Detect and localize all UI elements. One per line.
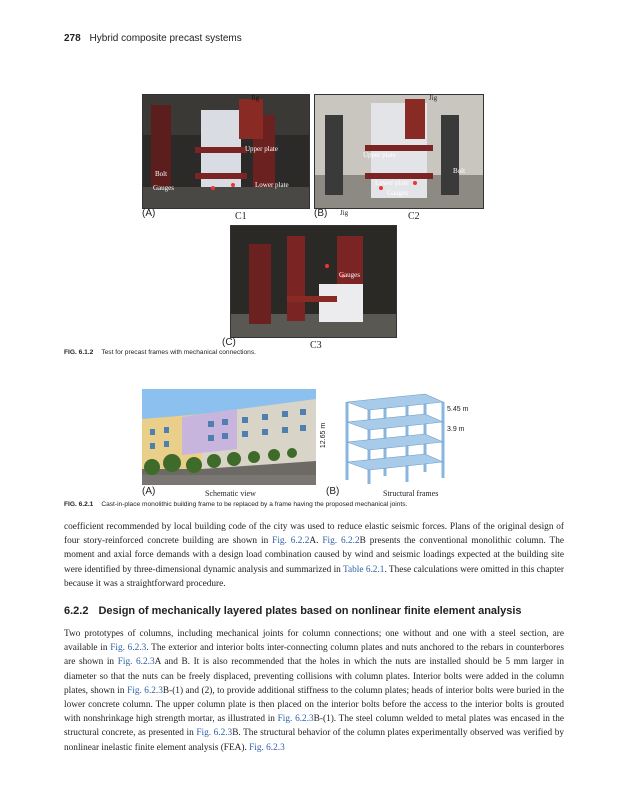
label-upper-plate-b: Upper plate xyxy=(363,151,396,159)
panel-c-code: C3 xyxy=(310,340,322,351)
p2-text-2: . The exterior and interior bolts inter-connecting column plates and nuts anchored to the rebars in counterbores are shown in xyxy=(64,643,564,668)
caption-label-1: FIG. 6.1.2 xyxy=(64,349,94,356)
ref-fig-6-2-3-1[interactable]: Fig. 6.2.3 xyxy=(110,643,147,654)
structural-frames-image xyxy=(320,388,480,486)
caption-label-2: FIG. 6.2.1 xyxy=(64,501,94,508)
fig2-panel-a-title: Schematic view xyxy=(205,489,256,498)
section-title: Design of mechanically layered plates based on nonlinear finite element analysis xyxy=(98,605,522,617)
figure-6-2-1-caption xyxy=(64,501,407,508)
dim-bay1: 5.45 m xyxy=(447,406,469,413)
dim-bay2: 3.9 m xyxy=(447,426,465,433)
label-lower-plate: Lower plate xyxy=(255,181,289,189)
panel-a-letter: (A) xyxy=(142,208,156,219)
p2-text-1: Two prototypes of columns, including mechanical joints for column connections; one without and one with a steel section, are available in xyxy=(64,629,564,654)
ref-fig-6-2-2-b[interactable]: Fig. 6.2.2 xyxy=(322,536,360,547)
photo-panel-b xyxy=(314,94,484,209)
ref-fig-6-2-3-4[interactable]: Fig. 6.2.3 xyxy=(277,714,314,725)
caption-text-2: Cast-in-place monolithic building frame to be replaced by a frame having the proposed mechanical joints. xyxy=(101,501,408,508)
p1-text-3: B presents the conventional monolithic column. The moment and axial force demands with a design load combination caused by wind and seismic loadings expected at the building site were identified by three-dimensional dynamic analysis and summarized in xyxy=(64,536,564,575)
panel-b-code: C2 xyxy=(408,211,420,222)
section-number: 6.2.2 xyxy=(64,605,89,617)
running-title: Hybrid composite precast systems xyxy=(89,33,242,44)
paragraph-1 xyxy=(64,520,564,591)
p1-text-1: coefficient recommended by local building code of the city was used to reduce elastic seismic forces. Plans of the original design of four story-reinforced concrete building are shown in xyxy=(64,522,564,547)
label-gauges-b: Gauges xyxy=(387,189,408,197)
label-jig-b: Jig xyxy=(429,94,438,102)
panel-c-letter: (C) xyxy=(222,337,236,348)
label-gauges-c: Gauges xyxy=(339,271,360,279)
panel-b-jig: Jig xyxy=(340,209,349,217)
label-bolt: Bolt xyxy=(155,170,168,178)
ref-fig-6-2-2-a[interactable]: Fig. 6.2.2 xyxy=(272,536,310,547)
panel-a-code: C1 xyxy=(235,211,247,222)
photo-panel-c xyxy=(230,225,397,338)
panel-b-letter: (B) xyxy=(314,208,328,219)
schematic-view-image xyxy=(142,389,316,485)
label-gauges: Gauges xyxy=(153,184,174,192)
label-lower-plate-b: Lower plate xyxy=(375,179,409,187)
page-number: 278 xyxy=(64,33,81,44)
photo-panel-a xyxy=(142,94,310,209)
running-header xyxy=(64,33,242,44)
paragraph-2 xyxy=(64,627,564,755)
section-heading xyxy=(64,605,522,617)
label-upper-plate: Upper plate xyxy=(245,145,278,153)
p2-text-3: A and B. It is also recommended that the holes in which the nuts are installed should be 5 mm larger in diameter so that the nuts can be freely displaced, preventing collisions with column plates. Interior bolts were added in the column plates, shown in xyxy=(64,657,564,696)
label-bolt-b: Bolt xyxy=(453,167,466,175)
p1-text-4: . These calculations were omitted in this chapter because it was a straightforward procedure. xyxy=(64,564,564,589)
ref-fig-6-2-3-2[interactable]: Fig. 6.2.3 xyxy=(117,657,155,668)
p1-text-2: A. xyxy=(309,536,323,547)
fig2-panel-b-letter: (B) xyxy=(326,486,340,497)
p2-text-6: B. The structural behavior of the column plates experimentally observed was verified by nonlinear inelastic finite element analysis (FEA). xyxy=(64,728,564,753)
caption-text-1: Test for precast frames with mechanical connections. xyxy=(101,349,256,356)
ref-table-6-2-1[interactable]: Table 6.2.1 xyxy=(342,564,385,575)
label-jig: Jig xyxy=(251,94,260,102)
ref-fig-6-2-3-3[interactable]: Fig. 6.2.3 xyxy=(127,685,163,696)
figure-6-1-2-caption xyxy=(64,349,256,356)
ref-fig-6-2-3-6[interactable]: Fig. 6.2.3 xyxy=(249,742,285,753)
p2-text-4: B-(1) and (2), to provide additional stiffness to the column plates; heads of interior bolts were buried in the lower concrete column. The upper column plate is then placed on the interior bolts before the access to the interior bolts is grouted with nonshrinkage high strength mortar, as illustrated in xyxy=(64,685,564,725)
ref-fig-6-2-3-5[interactable]: Fig. 6.2.3 xyxy=(196,728,233,739)
dim-height: 12.65 m xyxy=(320,422,328,449)
fig2-panel-b-title: Structural frames xyxy=(383,489,439,498)
p2-text-5: B-(1). The steel column welded to metal plates was encased in the structural concrete, as presented in xyxy=(64,714,564,739)
fig2-panel-a-letter: (A) xyxy=(142,486,156,497)
